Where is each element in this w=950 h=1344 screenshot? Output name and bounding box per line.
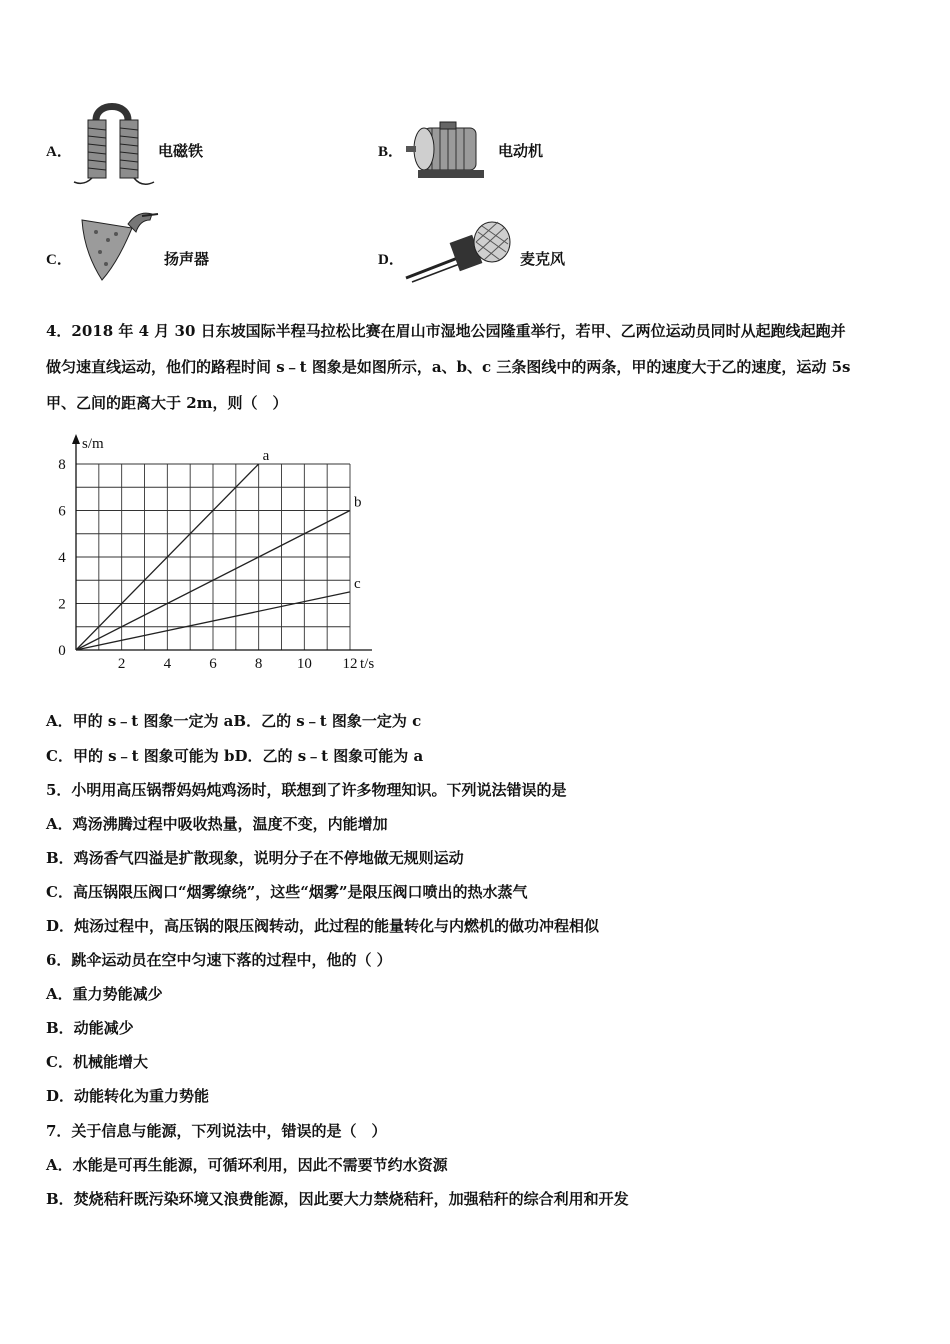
q4-option-cd: C．甲的 s﹣t 图象可能为 bD．乙的 s﹣t 图象可能为 a [46,747,424,765]
option-c-letter: C． [46,252,72,268]
q7-option-a: A．水能是可再生能源，可循环利用，因此不需要节约水资源 [46,1156,448,1174]
x-tick-label: 6 [209,656,217,672]
q5-option-d: D．炖汤过程中，高压锅的限压阀转动，此过程的能量转化与内燃机的做功冲程相似 [46,917,600,935]
y-tick-label: 8 [58,457,66,473]
loudspeaker-icon [78,210,162,290]
option-b-label: 电动机 [498,142,544,160]
y-axis-arrow [72,434,80,444]
x-axis-label: t/s [360,656,375,672]
q6-stem: 6．跳伞运动员在空中匀速下落的过程中，他的（ ） [46,951,392,969]
q4-stem-line-1: 4．2018 年 4 月 30 日东坡国际半程马拉松比赛在眉山市湿地公园隆重举行，若甲、乙两位运动员同时从起跑线起跑并 [46,322,846,340]
q5-option-a: A．鸡汤沸腾过程中吸收热量，温度不变，内能增加 [46,815,388,833]
q7-option-b: B．焚烧秸秆既污染环境又浪费能源，因此要大力禁烧秸秆，加强秸秆的综合利用和开发 [46,1190,629,1208]
q4-option-ab: A．甲的 s﹣t 图象一定为 aB．乙的 s﹣t 图象一定为 c [46,712,422,730]
option-d-label: 麦克风 [520,250,566,268]
q4-stem-line-2: 做匀速直线运动，他们的路程时间 s﹣t 图象是如图所示，a、b、c 三条图线中的两条，甲的速度大于乙的速度，运动 5s [46,358,851,376]
st-graph [40,428,380,682]
y-tick-label: 4 [58,550,66,566]
series-label-b: b [354,494,362,511]
option-a-label: 电磁铁 [158,142,204,160]
series-label-c: c [354,575,361,592]
microphone-icon [404,218,516,292]
q6-option-a: A．重力势能减少 [46,985,163,1003]
q4-stem-line-3: 甲、乙间的距离大于 2m，则（ ） [46,394,288,412]
x-tick-label: 12 [342,656,358,672]
x-tick-label: 2 [117,656,126,672]
q5-stem: 5．小明用高压锅帮妈妈炖鸡汤时，联想到了许多物理知识。下列说法错误的是 [46,781,567,799]
electromagnet-icon [70,100,160,192]
option-d-letter: D． [378,252,404,268]
q5-option-c: C．高压锅限压阀口“烟雾缭绕”，这些“烟雾”是限压阀口喷出的热水蒸气 [46,883,528,901]
q5-option-b: B．鸡汤香气四溢是扩散现象，说明分子在不停地做无规则运动 [46,849,464,867]
q7-stem: 7．关于信息与能源，下列说法中，错误的是（ ） [46,1122,387,1140]
q6-option-c: C．机械能增大 [46,1053,148,1071]
series-label-a: a [262,448,270,464]
x-tick-label: 4 [163,656,172,672]
option-c-label: 扬声器 [164,250,210,268]
x-tick-label: 10 [296,656,312,672]
y-tick-label: 0 [58,643,66,659]
y-tick-label: 2 [58,596,66,613]
q6-option-b: B．动能减少 [46,1019,134,1037]
option-b-letter: B． [378,144,404,160]
x-tick-label: 8 [254,656,263,672]
electric-motor-icon [404,118,496,188]
y-axis-label: s/m [82,436,104,452]
option-a-letter: A． [46,144,72,160]
y-tick-label: 6 [58,503,66,520]
q6-option-d: D．动能转化为重力势能 [46,1087,210,1105]
